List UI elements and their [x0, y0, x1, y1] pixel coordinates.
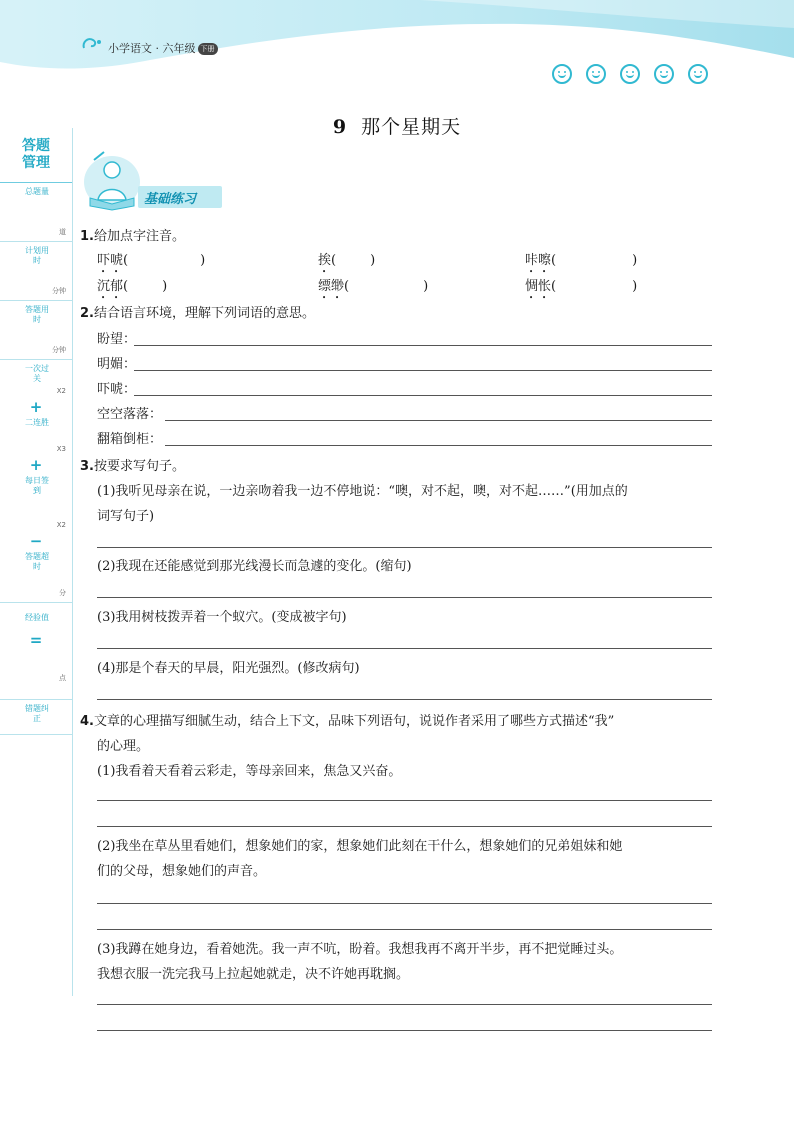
- q4-header: 4.文章的心理描写细腻生动，结合上下文，品味下列语句，说说作者采用了哪些方式描述“我”: [80, 714, 615, 729]
- section-header: 基础练习: [138, 186, 222, 208]
- q4-sentence-2: (2)我坐在草丛里看她们，想象她们的家，想象她们此刻在干什么，想象她们的兄弟姐妹和她: [97, 839, 623, 854]
- minus-icon: −: [29, 532, 43, 550]
- q1-item: 咔嚓( ): [525, 253, 638, 268]
- sidebar-row-overtime: 答题超时 分: [0, 548, 72, 603]
- q4-sentence-3: (3)我蹲在她身边，看着她洗。我一声不吭，盼着。我想我再不离开半步，再不把觉睡过头。: [97, 942, 623, 957]
- smiley-icon: [552, 64, 572, 84]
- answer-line[interactable]: [97, 1004, 712, 1005]
- answer-line[interactable]: [165, 445, 712, 446]
- q3-sentence-1: (1)我听见母亲在说，一边亲吻着我一边不停地说：“噢，对不起，噢，对不起……”(用加点的: [97, 484, 628, 499]
- q1-item: 挨( ): [318, 253, 376, 268]
- answer-line[interactable]: [97, 929, 712, 930]
- q1-header: 1.给加点字注音。: [80, 229, 185, 244]
- sidebar-row-planned-time: 计划用时 分钟: [0, 242, 72, 301]
- answer-line[interactable]: [134, 370, 712, 371]
- page-title: 9 那个星期天: [332, 116, 462, 138]
- q1-item: 沉郁( ): [97, 279, 168, 294]
- smiley-icon: [654, 64, 674, 84]
- sidebar-row-correction: 错题纠正: [0, 700, 72, 735]
- q4-sentence-3-cont: 我想衣服一洗完我马上拉起她就走，决不许她再耽搁。: [97, 967, 410, 982]
- q1-item: 惆怅( ): [525, 279, 638, 294]
- answer-line[interactable]: [134, 395, 712, 396]
- answer-line[interactable]: [97, 699, 712, 700]
- smiley-icon: [688, 64, 708, 84]
- smiley-icon: [586, 64, 606, 84]
- q2-word: 翻箱倒柜：: [97, 432, 163, 447]
- q4-prompt-cont: 的心理。: [97, 739, 150, 754]
- q3-sentence-3: (3)我用树枝拨弄着一个蚁穴。(变成被字句): [97, 610, 347, 625]
- answer-line[interactable]: [165, 420, 712, 421]
- answer-line[interactable]: [97, 800, 712, 801]
- answer-line[interactable]: [97, 597, 712, 598]
- reading-child-icon: [82, 150, 142, 212]
- q2-word: 空空落落：: [97, 407, 163, 422]
- answer-line[interactable]: [97, 903, 712, 904]
- q3-header: 3.按要求写句子。: [80, 459, 185, 474]
- swirl-logo-icon: [80, 34, 104, 54]
- sidebar-row-exp: 经验值: [25, 613, 49, 622]
- answer-line[interactable]: [134, 345, 712, 346]
- sidebar-row-exp-points: 点: [0, 647, 72, 700]
- q2-header: 2.结合语言环境，理解下列词语的意思。: [80, 306, 315, 321]
- answer-management-sidebar: [0, 128, 73, 996]
- book-title: 小学语文 · 六年级: [108, 42, 196, 55]
- q3-sentence-4: (4)那是个春天的早晨，阳光强烈。(修改病句): [97, 661, 360, 676]
- q1-item: 吓唬( ): [97, 253, 206, 268]
- answer-line[interactable]: [97, 648, 712, 649]
- sidebar-row-total: 总题量 道: [0, 183, 72, 242]
- plus-icon: +: [29, 456, 43, 474]
- answer-line[interactable]: [97, 547, 712, 548]
- sidebar-title: 答题 管理: [0, 128, 72, 183]
- sidebar-row-checkin: 每日签到 X2: [25, 476, 66, 529]
- book-header: [108, 40, 218, 56]
- smiley-row: [552, 64, 708, 84]
- answer-line[interactable]: [97, 1030, 712, 1031]
- q2-word: 吓唬：: [97, 382, 137, 397]
- answer-line[interactable]: [97, 826, 712, 827]
- equals-icon: =: [29, 631, 43, 649]
- q4-sentence-1: (1)我看着天看着云彩走，等母亲回来，焦急又兴奋。: [97, 764, 402, 779]
- q2-word: 明媚：: [97, 357, 137, 372]
- volume-badge: 下册: [198, 43, 218, 55]
- smiley-icon: [620, 64, 640, 84]
- sidebar-row-answer-time: 答题用时 分钟: [0, 301, 72, 360]
- q2-word: 盼望：: [97, 332, 137, 347]
- q1-item: 缥缈( ): [318, 279, 429, 294]
- q4-sentence-2-cont: 们的父母，想象她们的声音。: [97, 864, 267, 879]
- sidebar-row-first-pass: 一次过关 X2: [25, 364, 66, 395]
- sidebar-row-streak: 二连胜 X3: [25, 418, 66, 453]
- plus-icon: +: [29, 398, 43, 416]
- q3-sentence-2: (2)我现在还能感觉到那光线漫长而急遽的变化。(缩句): [97, 559, 412, 574]
- q3-sentence-1-cont: 词写句子): [97, 509, 155, 524]
